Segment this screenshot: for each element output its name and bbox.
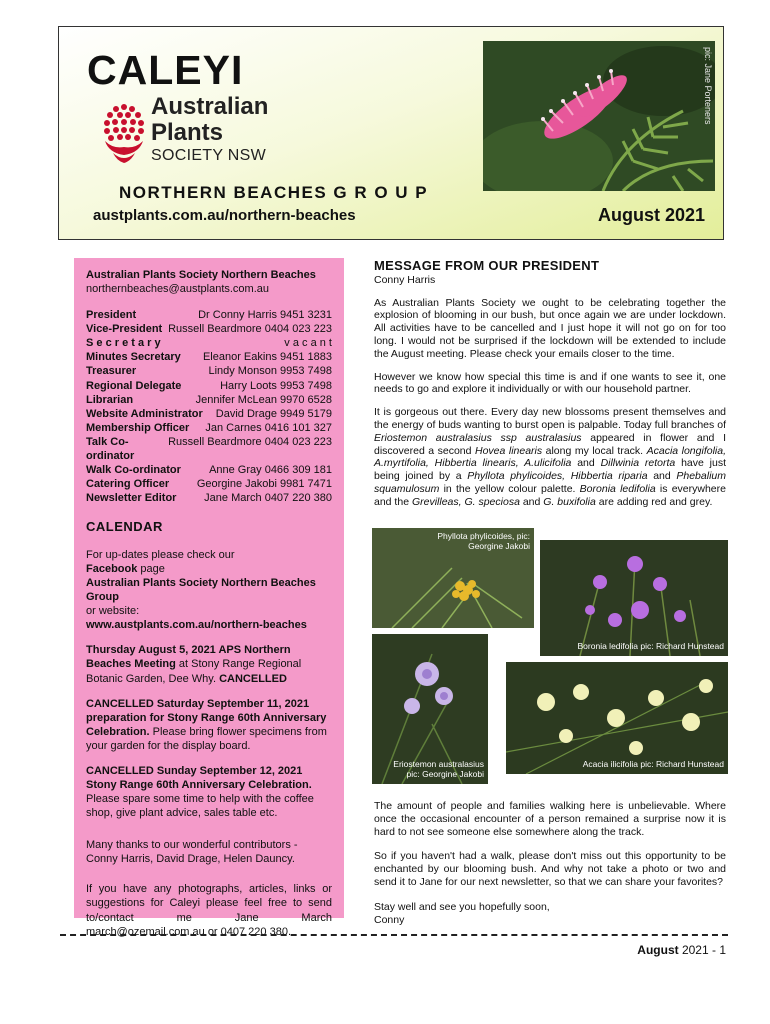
- group-name: NORTHERN BEACHES G R O U P: [119, 183, 429, 202]
- contact-note: If you have any photographs, articles, links or suggestions for Caleyi please feel free to send to/contact me Jane March march@ozemail.com.au or 0407 220 380.: [86, 883, 332, 938]
- species-name: Hovea linearis: [475, 444, 543, 457]
- caption-line: Georgine Jakobi: [468, 540, 530, 551]
- calendar-intro: [86, 548, 332, 632]
- officer-row: [86, 322, 332, 336]
- photo-caption: Boronia ledifolia pic: Richard Hunstead: [577, 641, 724, 652]
- officer-row: [86, 379, 332, 393]
- officer-name: Russell Beardmore 0404 023 223: [168, 323, 332, 336]
- officer-name: Eleanor Eakins 9451 1883: [202, 351, 332, 364]
- event-preparation: [86, 697, 332, 753]
- officer-role: Regional Delegate: [86, 379, 182, 392]
- text-run: and: [519, 495, 544, 508]
- species-name: Grevilleas, G. speciosa: [411, 495, 520, 508]
- grevillea-hero-photo: [483, 41, 715, 191]
- event-status: CANCELLED: [219, 672, 287, 685]
- species-name: G. buxifolia: [543, 495, 596, 508]
- officer-role: S e c r e t a r y: [86, 337, 161, 350]
- officer-row: [86, 336, 332, 350]
- officer-role: Librarian: [86, 393, 134, 406]
- officer-name: Dr Conny Harris 9451 3231: [198, 309, 332, 322]
- event-detail: at Stony Range Regional Botanic Garden, Dee Why.: [86, 658, 302, 685]
- officer-role: President: [86, 309, 137, 322]
- facebook-link[interactable]: Facebook: [86, 562, 138, 575]
- photo-gallery: [372, 528, 728, 790]
- logo-text-plants: Plants: [151, 119, 224, 146]
- officer-role: Minutes Secretary: [86, 351, 181, 364]
- message-author: Conny Harris: [374, 273, 436, 286]
- caption-line: Phyllota phylicoides, pic:: [437, 531, 530, 541]
- message-signoff: [374, 901, 726, 927]
- officer-name: Harry Loots 9953 7498: [220, 379, 332, 392]
- calendar-intro-page: page: [137, 562, 165, 575]
- message-paragraph: [374, 406, 726, 508]
- text-run: in the yellow colour palette.: [439, 483, 580, 496]
- officer-name: David Drage 9949 5179: [215, 407, 332, 420]
- officer-role: Catering Officer: [86, 478, 170, 491]
- calendar-heading: CALENDAR: [86, 519, 163, 535]
- facebook-group-name: Australian Plants Society Northern Beaches Group: [86, 577, 316, 604]
- text-run: have just being joined by a: [374, 457, 726, 483]
- species-name: Acacia longifolia, A.myrtifolia, Hibbertia linearis, A.ulicifolia: [374, 444, 726, 470]
- officer-row: [86, 407, 332, 421]
- text-run: It is gorgeous out there. Every day new blossoms present themselves and the energy of buds wanting to burst open is palpable. Today full branches of: [374, 406, 726, 432]
- boronia-photo: [540, 540, 728, 656]
- boronia-image: [540, 540, 728, 656]
- aps-nsw-logo: [99, 95, 279, 185]
- officer-name: Jane March 0407 220 380: [204, 492, 332, 505]
- message-paragraph: So if you haven't had a walk, please don't miss out this opportunity to be enchanted by our blooming bush. And why not take a photo or two and send it to Jane for our next newsletter, so that we can share your favorites?: [374, 850, 726, 888]
- signoff-line: Stay well and see you hopefully soon,: [374, 900, 550, 913]
- officer-row: [86, 364, 332, 378]
- caption-line: Eriostemon australasius: [393, 759, 484, 770]
- officer-role: Walk Co-ordinator: [86, 464, 181, 477]
- president-message-cont: [374, 800, 726, 938]
- officer-role: Talk Co-ordinator: [86, 435, 135, 462]
- officer-role: Vice-President: [86, 323, 163, 336]
- phyllota-photo: [372, 528, 534, 628]
- officer-name: Russell Beardmore 0404 023 223: [168, 435, 332, 448]
- page-footer: [637, 943, 726, 957]
- sidebar-panel: [74, 258, 344, 938]
- officer-name: v a c a n t: [284, 337, 332, 350]
- text-run: are adding red and grey.: [595, 495, 713, 508]
- species-name: Boronia ledifolia: [579, 483, 656, 496]
- text-run: appeared in flower and I discovered a second: [374, 431, 726, 457]
- officer-role: Membership Officer: [86, 421, 190, 434]
- officer-row: [86, 463, 332, 477]
- footer-month: August: [637, 943, 679, 957]
- logo-text-society: SOCIETY NSW: [151, 147, 267, 164]
- officer-name: Jan Carnes 0416 101 327: [205, 421, 332, 434]
- page-divider: [60, 934, 728, 936]
- event-detail: Please bring flower specimens from your garden for the display board.: [86, 725, 327, 752]
- event-august-meeting: [86, 643, 332, 685]
- officer-row: [86, 435, 332, 463]
- waratah-icon: [99, 97, 149, 167]
- officer-row: [86, 477, 332, 491]
- officer-row: [86, 491, 332, 505]
- officer-row: [86, 421, 332, 435]
- event-title: CANCELLED Saturday September 11, 2021 preparation for Stony Range 60th Anniversary Celebration.: [86, 697, 327, 738]
- text-run: and: [571, 457, 601, 470]
- calendar-intro-text: For up-dates please check our: [86, 548, 235, 561]
- officer-role: Website Administrator: [86, 407, 203, 420]
- officer-name: Lindy Monson 9953 7498: [208, 365, 332, 378]
- footer-page: 2021 - 1: [678, 943, 726, 957]
- species-name: Phebalium squamulosum: [374, 470, 726, 496]
- officer-row: [86, 350, 332, 364]
- text-run: and: [647, 470, 677, 483]
- event-celebration: [86, 764, 332, 820]
- officer-row: [86, 308, 332, 322]
- species-name: Phyllota phylicoides, Hibbertia riparia: [467, 470, 648, 483]
- message-paragraph: However we know how special this time is and if one wants to see it, one needs to go and explore it individually or with our household partner.: [374, 370, 726, 396]
- society-name: Australian Plants Society Northern Beaches: [86, 269, 316, 281]
- newsletter-title: CALEYI: [87, 47, 244, 93]
- grevillea-image: [483, 41, 715, 191]
- website-link[interactable]: austplants.com.au/northern-beaches: [93, 207, 356, 224]
- photo-caption: Acacia ilicifolia pic: Richard Hunstead: [582, 759, 724, 770]
- officer-name: Jennifer McLean 9970 6528: [195, 393, 332, 406]
- website-url-link[interactable]: www.austplants.com.au/northern-beaches: [86, 619, 307, 632]
- caption-line: pic: Georgine Jakobi: [406, 769, 484, 780]
- officer-role: Newsletter Editor: [86, 492, 177, 505]
- message-heading: MESSAGE FROM OUR PRESIDENT: [374, 258, 600, 273]
- text-run: along my local track.: [542, 444, 647, 457]
- photo-caption: [393, 760, 484, 780]
- masthead: [58, 26, 724, 240]
- species-name: Dillwinia retorta: [600, 457, 676, 470]
- hero-photo-credit: pic: Jane Porteners: [703, 47, 713, 125]
- acacia-image: [506, 662, 728, 774]
- acacia-photo: [506, 662, 728, 774]
- officer-role: Treasurer: [86, 365, 137, 378]
- event-title: Thursday August 5, 2021 APS Northern Beaches Meeting: [86, 644, 291, 671]
- signoff-name: Conny: [374, 913, 405, 926]
- species-name: Eriostemon australasius ssp australasius: [374, 431, 582, 444]
- event-detail: Please spare some time to help with the coffee shop, give plant advice, sales table etc.: [86, 793, 314, 820]
- event-title: CANCELLED Sunday September 12, 2021 Stony Range 60th Anniversary Celebration.: [86, 764, 312, 791]
- message-paragraph: As Australian Plants Society we ought to be celebrating together the explosion of blooming in our bush, but once again we are under lockdown. All activities have to be cancelled and I just hope it will not go on for too long. I would not be surprised if the lockdown will be extended to include the August meeting. Please check your emails closer to the time.: [374, 296, 726, 360]
- photo-caption: [437, 532, 530, 552]
- message-paragraph: The amount of people and families walking here is unbelievable. Where once the occasional encounter of a person remained a surprise now it is hard to not see someone else somewhere along the track.: [374, 800, 726, 838]
- eriostemon-photo: [372, 634, 488, 784]
- logo-text-australian: Australian: [151, 93, 269, 120]
- officer-row: [86, 393, 332, 407]
- calendar-intro-website: or website:: [86, 605, 140, 618]
- officer-name: Georgine Jakobi 9981 7471: [196, 478, 332, 491]
- officer-name: Anne Gray 0466 309 181: [209, 464, 332, 477]
- text-run: is everywhere and the: [374, 483, 726, 508]
- thanks-note: Many thanks to our wonderful contributors - Conny Harris, David Drage, Helen Dauncy.: [86, 839, 298, 866]
- president-message: [374, 258, 726, 519]
- officer-list: [86, 308, 332, 505]
- issue-date: August 2021: [597, 205, 705, 225]
- society-email[interactable]: northernbeaches@austplants.com.au: [86, 283, 269, 296]
